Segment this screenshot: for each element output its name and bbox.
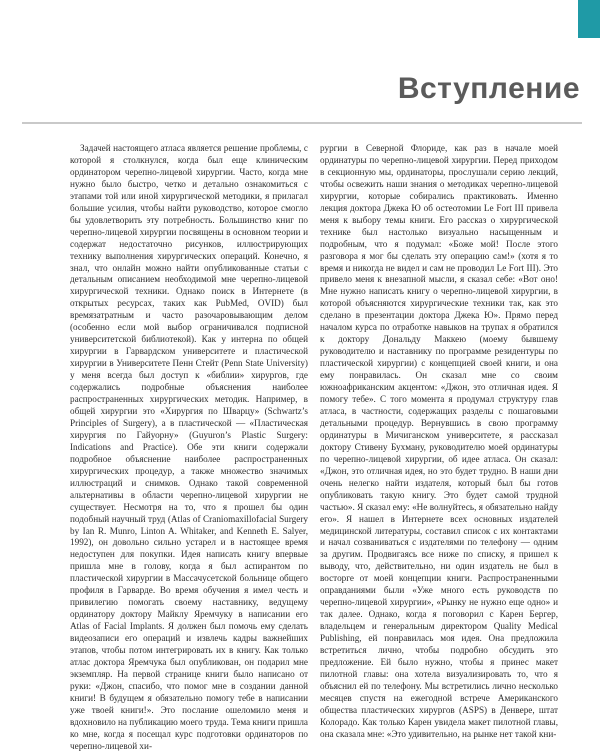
page-header-band [0, 0, 600, 38]
page-title: Вступление [397, 72, 580, 105]
title-divider [22, 122, 582, 124]
text-column-right [320, 143, 558, 741]
chapter-accent-tab [578, 0, 600, 38]
paragraph-left: Задачей настоящего атласа является решение проблемы, с которой я столкнулся, когда был еще клиническим ординатором черепно-лицевой хирургии. Часто, когда мне нужно было быстро, четко и детально ознакомиться с этапами той или иной хирургической методики, я прилагал большие усилия, чтобы найти руководство, которое смогло бы удовлетворить эту потребность. Большинство книг по черепно-лицевой хирургии посвящены в основном теории и содержат недостаточно рисунков, иллюстрирующих технику выполнения хирургических операций. Конечно, я знал, что онлайн можно найти опубликованные статьи с детальным описанием необходимой мне черепно-лицевой хирургической техники. Однако поиск в Интернете (в открытых ресурсах, таких как PubMed, OVID) был времязатратным и часто разочаровывающим делом (особенно если мой выбор ограничивался подписной университетской библиотекой). Как у интерна по общей хирургии в Гарвардском университете и пластической хирургии в Университете Пенн Стейт (Penn State University) у меня всегда был доступ к «библии» хирургов, где содержались подробные объяснения наиболее распространенных хирургических методик. Например, в общей хирургии это «Хирургия по Шварцу» (Schwartz’s Principles of Surgery), а в пластической — «Пластическая хирургия по Гайуорну» (Guyuron’s Plastic Surgery: Indications and Practice). Обе эти книги содержали подробное объяснение наиболее распространенных хирургических процедур, а также множество значимых иллюстраций и снимков. Однако такой современной альтернативы в области черепно-лицевой хирургии не существует. Несмотря на то, что я прошел бы один подобный научный труд (Atlas of Craniomaxillofacial Surgery by Ian R. Munro, Linton A. Whitaker, and Kenneth E. Salyer, 1992), он довольно сильно устарел и в настоящее время недоступен для покупки. Идея написать книгу впервые пришла мне в голову, когда я был аспирантом по пластической хирургии в Массачусетской больнице общего профиля в Гарварде. Во время обучения я имел честь и привилегию помогать своему наставнику, ведущему ординатору доктору Майклу Яремчуку в написании его Atlas of Facial Implants. Я должен был помочь ему сделать видеозаписи его операций и извлечь кадры важнейших этапов, чтобы потом интегрировать их в книгу. Как только атлас доктора Яремчука был опубликован, он подарил мне экземпляр. На первой странице книги было написано от руки: «Джон, спасибо, что помог мне в создании данной книги! В будущем я обязательно помогу тебе в написании уже твоей книги!». Это послание ошеломило меня и вдохновило на публикацию моего труда. Тема книги пришла ко мне, когда я посещал курс подготовки ординаторов по черепно-лицевой хи- [70, 143, 308, 751]
paragraph-right: рургии в Северной Флориде, как раз в начале моей ординатуры по черепно-лицевой хирургии. Перед приходом в секционную мы, ординаторы, прослушали серию лекций, чтобы освежить наши знания о методиках черепно-лицевой хирургии, которые собирались практиковать. Именно лекция доктора Джека Ю об остеотомии Le Fort III привела меня к выбору темы книги. Его рассказ о хирургической технике был настолько визуально насыщенным и подробным, что я подумал: «Боже мой! После этого разговора я мог бы сделать эту операцию сам!» (хотя я то время и никогда не видел и сам не проводил Le Fort III). Это привело меня к внезапной мысли, я сказал себе: «Вот оно! Мне нужно написать книгу о черепно-лицевой хирургии, в которой объясняются хирургические техники так, как это сделано в презентации доктора Джека Ю». Прямо перед началом курса по отработке навыков на трупах я обратился к доктору Дональду Маккею (моему бывшему руководителю и наставнику по программе резидентуры по пластической хирургии) с концепцией своей книги, и она ему понравилась. Он сказал мне со своим южноафриканским акцентом: «Джон, это отличная идея. Я помогу тебе». С того момента я продумал структуру глав атласа, в частности, содержащих разделы с пошаговыми детальными процедур. Вернувшись в свою программу ординатуры в Мичиганском университете, я рассказал доктору Стивену Бухману, руководителю моей ординатуры по черепно-лицевой хирургии, об идее атласа. Он сказал: «Джон, это отличная идея, но это будет трудно. В наши дни очень нелегко найти издателя, который был бы готов опубликовать такую книгу. Это будет самой трудной частью». Я сказал ему: «Не волнуйтесь, я обязательно найду его». Я нашел в Интернете всех основных издателей медицинской литературы, составил список с их контактами и начал созваниваться с издателями по телефону — одним за другим. Продвигаясь все ниже по списку, я пришел к выводу, что, действительно, ни один издатель не был в восторге от моей концепции книги. Распространенными оправданиями были «Уже много есть руководств по черепно-лицевой хирургии», «Рынку не нужно еще одно» и так далее. Однако, когда я поговорил с Карен Бергер, владельцем и генеральным директором Quality Medical Publishing, ей понравилась моя идея. Она предложила встретиться лично, чтобы подробно обсудить это предложение. Ей было нужно, чтобы я принес макет пилотной главы: она хотела визуализировать то, что я объяснил ей по телефону. Мы встретились лично несколько месяцев спустя на ежегодной встрече Американского общества пластических хирургов (ASPS) в Денвере, штат Колорадо. Как только Карен увидела макет пилотной главы, она сказала мне: «Это удивительно, на рынке нет такой кни- [320, 143, 558, 739]
text-column-left [70, 143, 308, 753]
